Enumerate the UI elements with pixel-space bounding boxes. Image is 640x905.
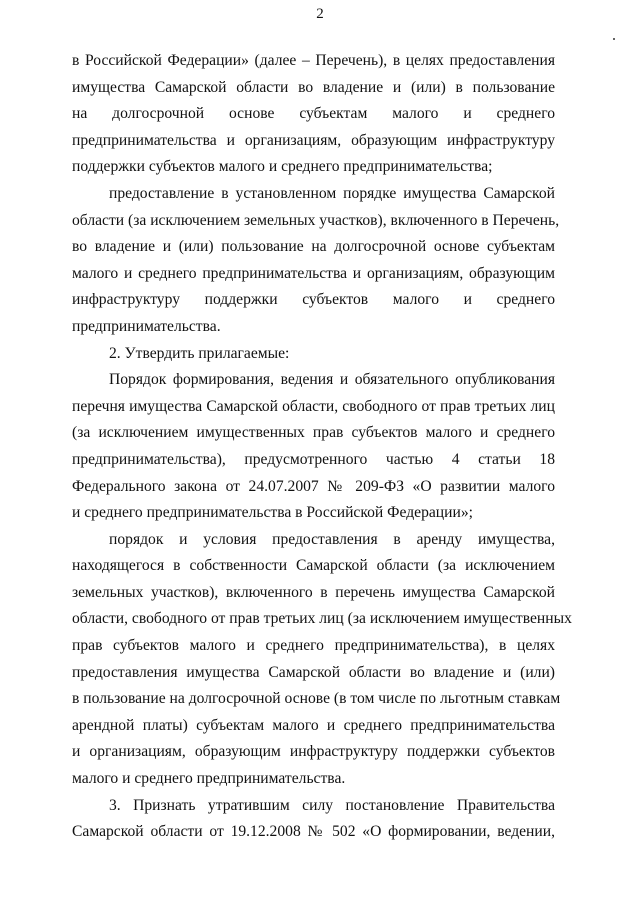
text-line: предоставление в установленном порядке имущества Самарской	[109, 184, 555, 202]
text-line: имущества Самарской области во владение и (или) в пользование	[72, 78, 555, 96]
text-line: инфраструктуру поддержки субъектов малого и среднего	[72, 291, 555, 309]
paragraph-4	[72, 367, 555, 527]
paragraph-6	[72, 793, 555, 846]
text-line: и среднего предпринимательства в Российской Федерации»;	[72, 504, 473, 522]
text-line: прав субъектов малого и среднего предпринимательства), в целях	[72, 637, 555, 655]
text-line: предпринимательства.	[72, 317, 221, 335]
text-line: находящегося в собственности Самарской области (за исключением	[72, 557, 555, 575]
text-line: малого и среднего предпринимательства.	[72, 770, 346, 788]
text-line: в Российской Федерации» (далее – Перечень), в целях предоставления	[72, 52, 555, 69]
paragraph-5	[72, 527, 572, 793]
text-line: предпринимательства), предусмотренного частью 4 статьи 18	[72, 450, 555, 468]
text-line: малого и среднего предпринимательства и организациям, образующим	[72, 264, 555, 282]
text-line: Порядок формирования, ведения и обязательного опубликования	[109, 371, 555, 389]
text-line: (за исключением имущественных прав субъектов малого и среднего	[72, 424, 555, 442]
text-line: перечня имущества Самарской области, свободного от прав третьих лиц	[72, 397, 555, 415]
text-line: 2. Утвердить прилагаемые:	[109, 344, 290, 362]
text-line: земельных участков), включенного в перечень имущества Самарской	[72, 583, 555, 601]
text-line: арендной платы) субъектам малого и среднего предпринимательства	[72, 716, 555, 734]
scan-speck	[613, 38, 615, 40]
text-line: во владение и (или) пользование на долгосрочной основе субъектам	[72, 238, 555, 256]
text-line: порядок и условия предоставления в аренду имущества,	[109, 530, 555, 548]
document-body	[72, 48, 572, 846]
text-line: поддержки субъектов малого и среднего предпринимательства;	[72, 158, 493, 176]
text-line: и организациям, образующим инфраструктуру поддержки субъектов	[72, 743, 555, 761]
paragraph-2	[72, 181, 560, 341]
text-line: области, свободного от прав третьих лиц (за исключением имущественных	[72, 610, 572, 628]
text-line: области (за исключением земельных участков), включенного в Перечень,	[72, 211, 560, 229]
paragraph-1	[72, 48, 555, 181]
paragraph-3	[72, 341, 555, 368]
text-line: 3. Признать утратившим силу постановление Правительства	[109, 796, 555, 814]
page-number: 2	[316, 6, 324, 22]
text-line: предпринимательства и организациям, образующим инфраструктуру	[72, 131, 555, 149]
text-line: в пользование на долгосрочной основе (в том числе по льготным ставкам	[72, 690, 561, 708]
text-line: на долгосрочной основе субъектам малого и среднего	[72, 105, 555, 123]
text-line: Федерального закона от 24.07.2007 № 209-ФЗ «О развитии малого	[72, 477, 555, 495]
text-line: Самарской области от 19.12.2008 № 502 «О формировании, ведении,	[72, 823, 555, 841]
text-line: предоставления имущества Самарской области во владение и (или)	[72, 663, 555, 681]
